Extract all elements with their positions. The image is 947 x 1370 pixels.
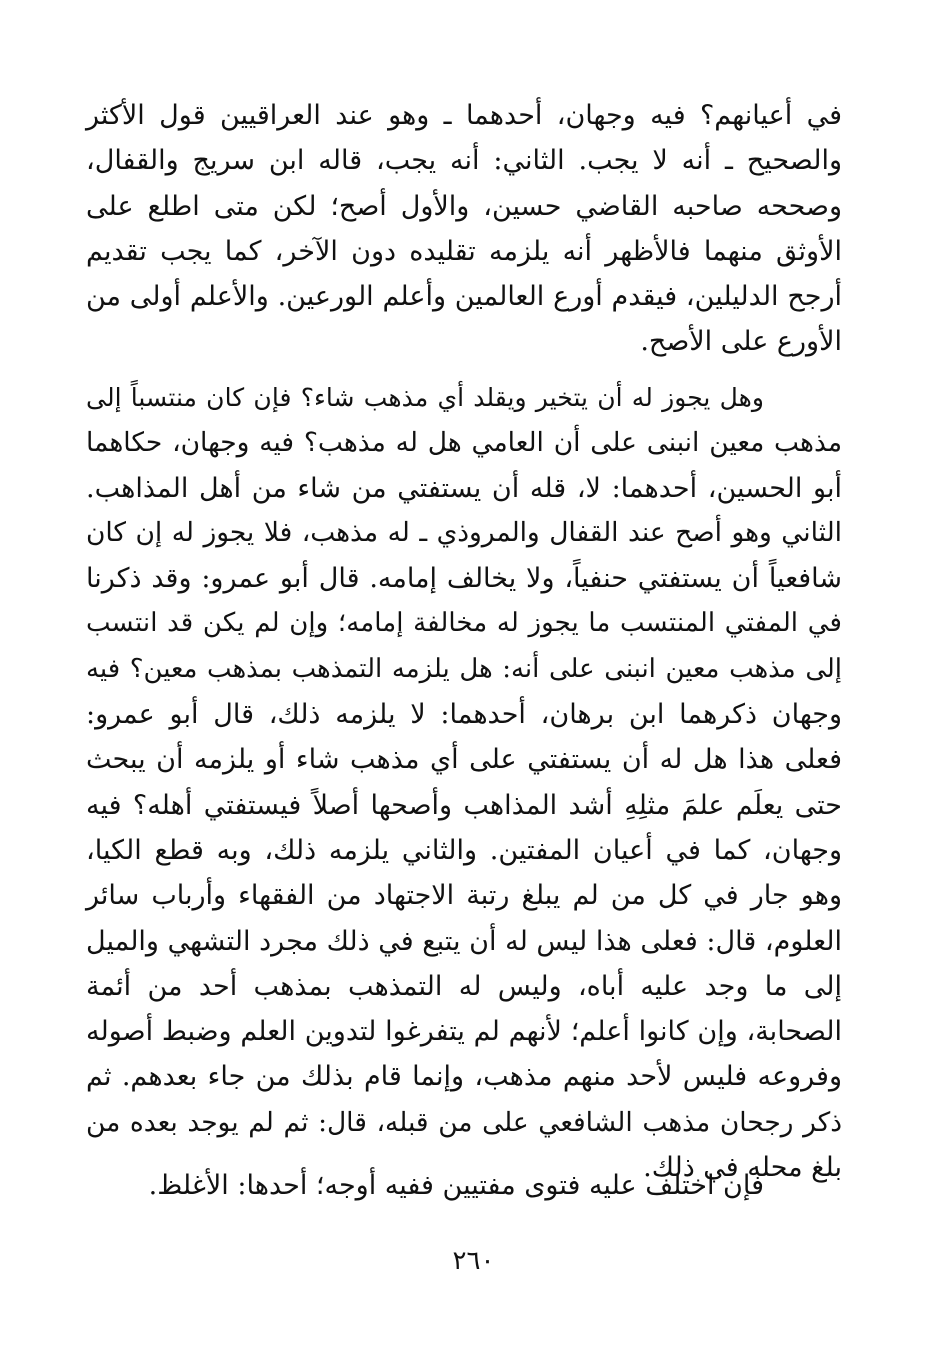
text-line: وجهان، كما في أعيان المفتين. والثاني يلزمه ذلك، وبه قطع الكيا، — [86, 834, 842, 866]
text-line: مذهب معين انبنى على أن العامي هل له مذهب؟ فيه وجهان، حكاهما — [86, 427, 842, 459]
text-line: الثاني وهو أصح عند القفال والمروذي ـ له مذهب، فلا يجوز له إن كان — [86, 517, 842, 548]
text-line: في أعيانهم؟ فيه وجهان، أحدهما ـ وهو عند العراقيين قول الأكثر — [86, 100, 842, 131]
text-line: ذكر رجحان مذهب الشافعي على من قبله، قال: ثم لم يوجد بعده من — [86, 1106, 842, 1138]
text-line: إلى مذهب معين انبنى على أنه: هل يلزمه التمذهب بمذهب معين؟ فيه — [86, 653, 842, 684]
text-line: بلغ محله في ذلك. — [643, 1152, 842, 1184]
text-line: الأورع على الأصح. — [640, 326, 842, 358]
text-line: فعلى هذا هل له أن يستفتي على أي مذهب شاء أو يلزمه أن يبحث — [86, 744, 842, 776]
text-line: حتى يعلَم علمَ مثلِهِ أشد المذاهب وأصحها أصلاً فيستفتي أهله؟ فيه — [86, 789, 842, 821]
text-line: شافعياً أن يستفتي حنفياً، ولا يخالف إمامه. قال أبو عمرو: وقد ذكرنا — [86, 563, 842, 595]
paragraph-2 — [86, 375, 842, 1190]
text-line: العلوم، قال: فعلى هذا ليس له أن يتبع في ذلك مجرد التشهي والميل — [86, 925, 842, 957]
text-line: فإن اختلف عليه فتوى مفتيين ففيه أوجه؛ أحدها: الأغلظ. — [148, 1170, 764, 1201]
page-number: ٢٦٠ — [452, 1246, 495, 1276]
paragraph-3 — [86, 1163, 842, 1208]
text-line: والصحيح ـ أنه لا يجب. الثاني: أنه يجب، قاله ابن سريج والقفال، — [86, 145, 842, 177]
text-line: وجهان ذكرهما ابن برهان، أحدهما: لا يلزمه ذلك، قال أبو عمرو: — [86, 699, 842, 731]
text-line: أرجح الدليلين، فيقدم أورع العالمين وأعلم الورعين. والأعلم أولى من — [86, 281, 842, 313]
text-line: الصحابة، وإن كانوا أعلم؛ لأنهم لم يتفرغوا لتدوين العلم وضبط أصوله — [86, 1016, 842, 1048]
text-line: وصححه صاحبه القاضي حسين، والأول أصح؛ لكن متى اطلع على — [86, 190, 842, 222]
text-line: وفروعه فليس لأحد منهم مذهب، وإنما قام بذلك من جاء بعدهم. ثم — [86, 1061, 842, 1093]
text-line: إلى ما وجد عليه أباه، وليس له التمذهب بمذهب أحد من أئمة — [86, 970, 842, 1002]
text-line: أبو الحسين، أحدهما: لا، قله أن يستفتي من شاء من أهل المذاهب. — [86, 472, 842, 504]
text-line: في المفتي المنتسب ما يجوز له مخالفة إمامه؛ وإن لم يكن قد انتسب — [86, 608, 842, 639]
text-line: وهو جار في كل من لم يبلغ رتبة الاجتهاد من الفقهاء وأرباب سائر — [86, 880, 842, 912]
text-line: الأوثق منهما فالأظهر أنه يلزمه تقليده دون الآخر، كما يجب تقديم — [86, 235, 842, 267]
text-line: وهل يجوز له أن يتخير ويقلد أي مذهب شاء؟ فإن كان منتسباً إلى — [86, 383, 764, 412]
paragraph-1 — [86, 93, 842, 365]
